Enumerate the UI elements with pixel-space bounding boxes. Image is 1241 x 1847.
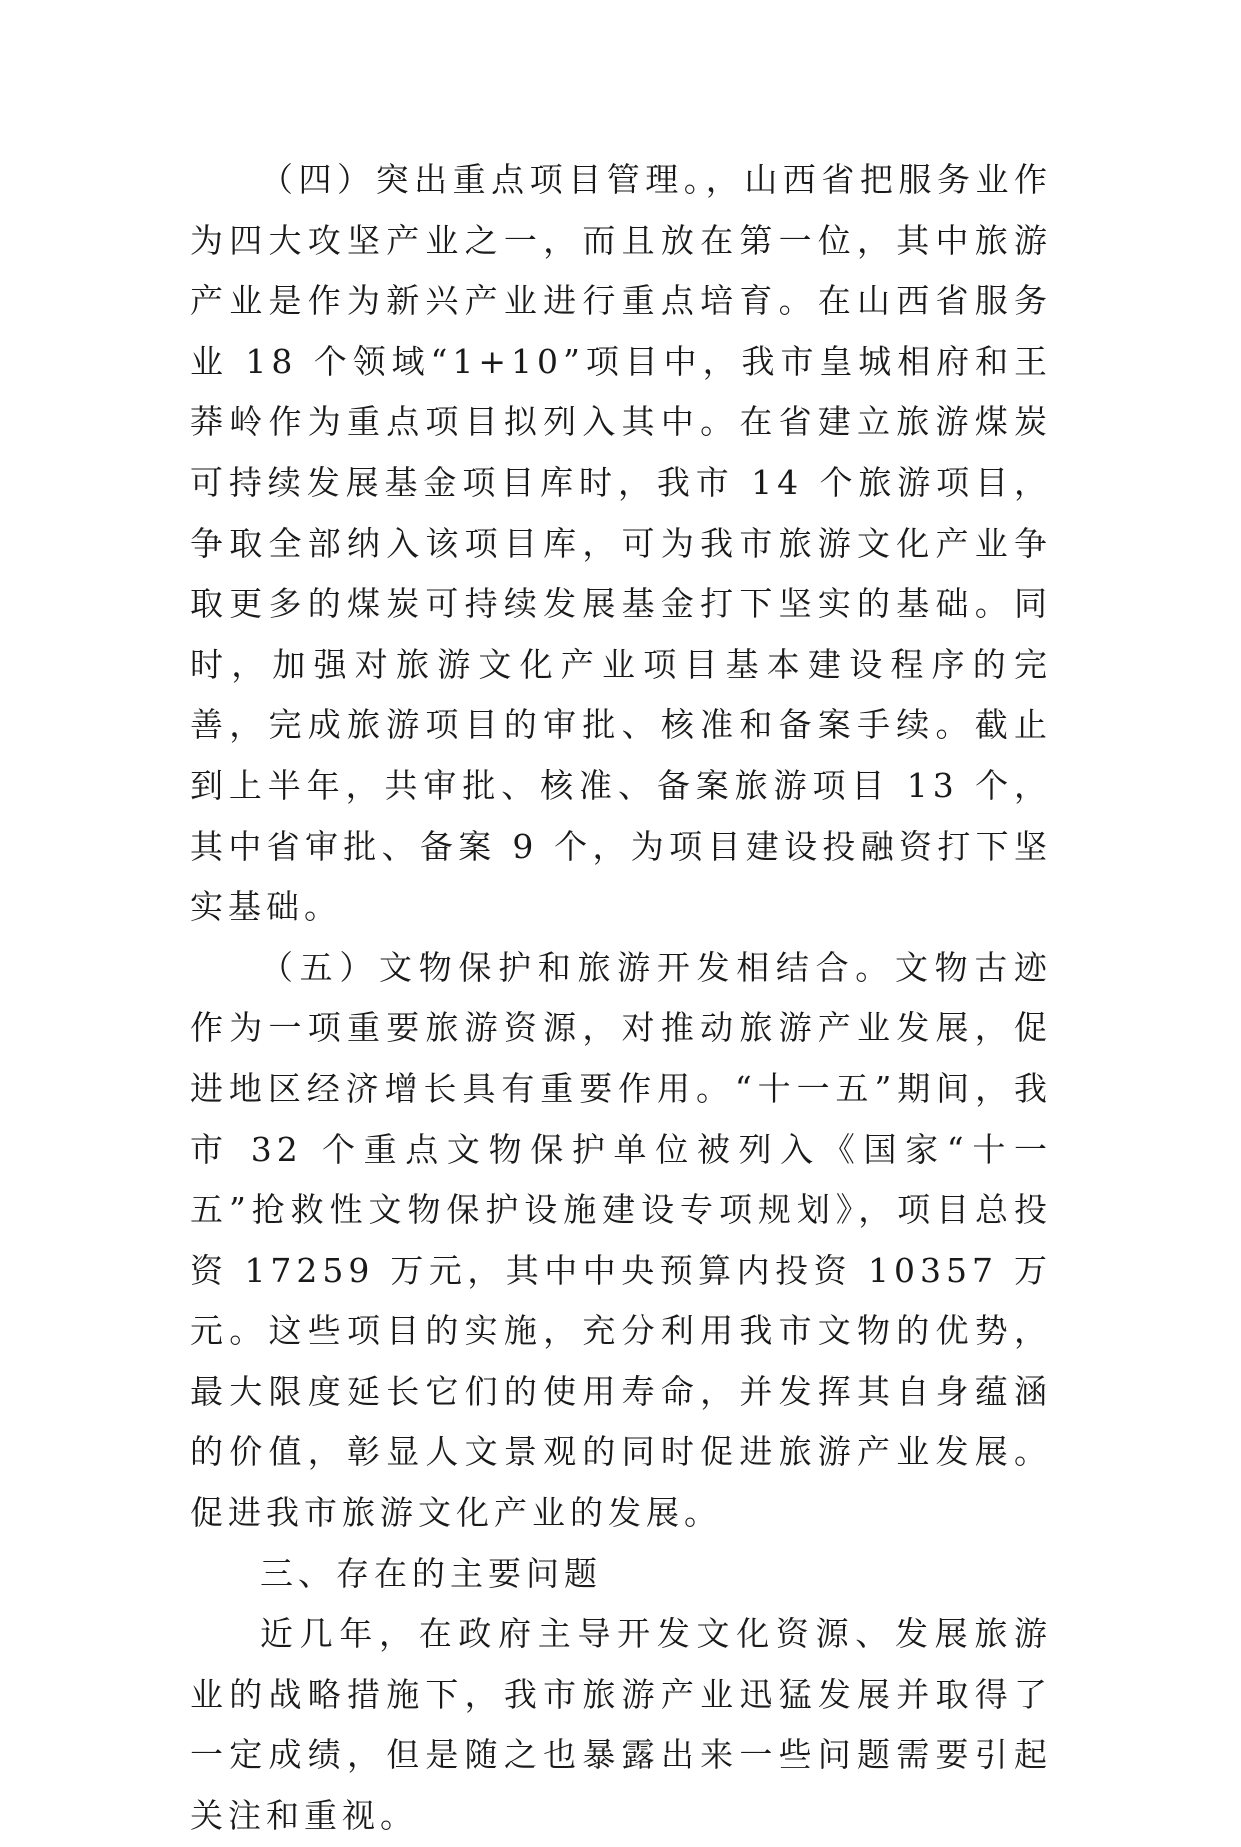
paragraph-problems-intro: 近几年，在政府主导开发文化资源、发展旅游业的战略措施下，我市旅游产业迅猛发展并取得了一定成绩，但是随之也暴露出来一些问题需要引起关注和重视。 — [190, 1614, 1052, 1836]
document-page — [190, 150, 1052, 1847]
section-heading-main-problems: 三、存在的主要问题 — [260, 1553, 602, 1593]
paragraph-heritage-protection: （五）文物保护和旅游开发相结合。文物古迹作为一项重要旅游资源，对推动旅游产业发展，促进地区经济增长具有重要作用。“十一五”期间，我市 32 个重点文物保护单位被列入《国家“十一五”抢救性文物保护设施建设专项规划》，项目总投资 17259 万元，其中中央预算内投资 10357 万元。这些项目的实施，充分利用我市文物的优势，最大限度延长它们的使用寿命，并发挥其自身蕴涵的价值，彰显人文景观的同时促进旅游产业发展。促进我市旅游文化产业的发展。 — [190, 947, 1052, 1533]
paragraph-key-projects: （四）突出重点项目管理。，山西省把服务业作为四大攻坚产业之一，而且放在第一位，其中旅游产业是作为新兴产业进行重点培育。在山西省服务业 18 个领域“1+10”项目中，我市皇城相府和王莽岭作为重点项目拟列入其中。在省建立旅游煤炭可持续发展基金项目库时，我市 14 个旅游项目，争取全部纳入该项目库，可为我市旅游文化产业争取更多的煤炭可持续发展基金打下坚实的基础。同时，加强对旅游文化产业项目基本建设程序的完善，完成旅游项目的审批、核准和备案手续。截止到上半年，共审批、核准、备案旅游项目 13 个，其中省审批、备案 9 个，为项目建设投融资打下坚实基础。 — [190, 160, 1052, 927]
